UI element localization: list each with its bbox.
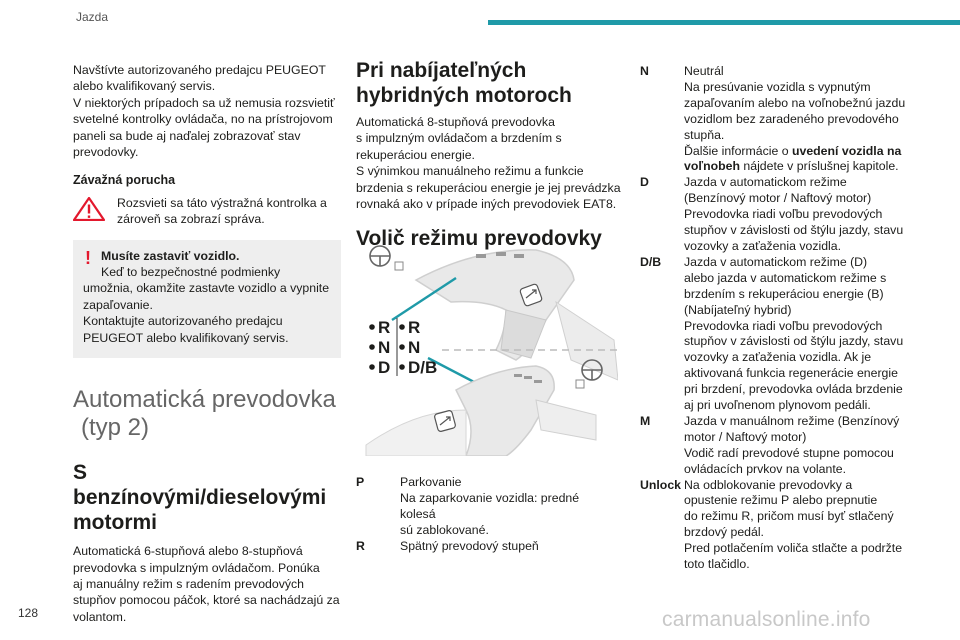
def-key-p: P — [356, 475, 365, 489]
gear-label-db-right: D/B — [408, 358, 438, 377]
text-line: V niektorých prípadoch sa už nemusia rozsvietiť — [73, 95, 335, 110]
running-header: Jazda — [76, 10, 109, 24]
text-line: aj manuálny režim s radením prevodových — [73, 576, 305, 591]
def-value-m: Jazda v manuálnom režime (Benzínový motor / Naftový motor) Vodič radí prevodové stupne pomocou ovládacích prvkov na volante. — [684, 413, 900, 476]
gear-definitions-p-r — [356, 474, 618, 554]
notice-line: Keď to bezpečnostné podmienky — [101, 265, 281, 280]
gear-label-n-left: N — [378, 338, 391, 357]
text-line: Automatická 8-stupňová prevodovka — [356, 115, 555, 129]
subsection-body — [73, 543, 341, 625]
notice-title: Musíte zastaviť vozidlo. — [101, 248, 240, 263]
column-3 — [640, 64, 910, 573]
warning-triangle-icon — [73, 197, 105, 221]
gear-label-r-right: R — [408, 318, 421, 337]
text-line: stupňov pomocou páčok, ktoré sa nachádzajú za — [73, 593, 340, 608]
def-key-r: R — [356, 539, 365, 553]
text-line: svetelné kontrolky ovládača, no na prístrojovom — [73, 112, 333, 127]
serious-fault-heading: Závažná porucha — [73, 173, 176, 188]
def-value-r: Spätný prevodový stupeň — [400, 539, 539, 553]
notice-line: Kontaktujte autorizovaného predajcu — [83, 314, 283, 329]
gear-selector-illustration — [356, 240, 618, 456]
text-line: Automatická 6-stupňová alebo 8-stupňová — [73, 544, 303, 559]
text-line: prevodovky. — [73, 145, 139, 160]
notice-line: zapaľovanie. — [83, 297, 153, 312]
hybrid-title: Pri nabíjateľných hybridných motoroch — [356, 59, 572, 107]
warning-text: Rozsvieti sa táto výstražná kontrolka a — [117, 195, 327, 210]
def-key-m: M — [640, 413, 651, 428]
def-key-n: N — [640, 64, 649, 78]
warning-item — [73, 195, 341, 228]
gear-label-n-right: N — [408, 338, 421, 357]
text-line: alebo kvalifikovaný servis. — [73, 79, 216, 94]
page-number: 128 — [18, 606, 39, 620]
def-key-unlock: Unlock — [640, 477, 681, 492]
notice-line: PEUGEOT alebo kvalifikovaný servis. — [83, 330, 289, 345]
text-line: brzdenia s rekuperáciou energie je jej prevádzka — [356, 180, 621, 195]
text-line: paneli sa bude aj naďalej zobrazovať stav — [73, 128, 301, 143]
steering-wheel-icon — [370, 246, 390, 266]
column-1 — [73, 62, 341, 625]
unlock-button-icon — [434, 410, 456, 432]
hybrid-body — [356, 114, 624, 212]
corner-indicator-icon — [576, 380, 584, 388]
gear-labels — [369, 318, 437, 377]
text-line: Navštívte autorizovaného predajcu PEUGEOT — [73, 63, 326, 77]
gear-label-d-left: D — [378, 358, 391, 377]
stop-notice-box — [73, 240, 341, 358]
text-line: prevodovka s impulzným ovládačom. Ponúka — [73, 560, 320, 575]
text-line: s impulzným ovládačom a brzdením s — [356, 131, 562, 146]
warning-text: zároveň sa zobrazí správa. — [117, 212, 265, 227]
def-value-unlock: Na odblokovanie prevodovky a opustenie režimu P alebo prepnutie do režimu R, pričom musí byť stlačený brzdový pedál. Pred potlačením voliča stlačte a podržte toto tlačidlo. — [684, 477, 903, 572]
column-2 — [356, 58, 624, 259]
text-line: rekuperáciou energie. — [356, 147, 475, 162]
text-line: S výnimkou manuálneho režimu a funkcie — [356, 164, 584, 179]
selector-title: Volič režimu prevodovky — [356, 227, 602, 251]
watermark: carmanualsonline.info — [662, 608, 871, 631]
section-title: Automatická prevodovka (typ 2) — [73, 386, 336, 442]
exclamation-icon: ! — [85, 247, 91, 268]
def-value-d: Jazda v automatickom režime (Benzínový motor / Naftový motor) Prevodovka riadi voľbu prevodových stupňov v závislosti od štýlu jazdy, stavu vozovky a zaťaženia vozidla. — [684, 175, 904, 253]
subsection-title: S benzínovými/dieselovými motormi — [73, 461, 327, 535]
def-key-d: D — [640, 175, 649, 190]
corner-indicator-icon — [395, 262, 403, 270]
def-value-n: Neutrál Na presúvanie vozidla s vypnutým zapaľovaním alebo na voľnobežnú jazdu vozidlom bez zaradeného prevodového stupňa. Ďalšie informácie o uvedení vozidla na voľnobeh nájdete v príslušnej kapitole. — [684, 64, 906, 174]
header-accent-bar — [488, 20, 960, 25]
text-line: volantom. — [73, 609, 127, 624]
def-value-db: Jazda v automatickom režime (D) alebo jazda v automatickom režime s brzdením s rekuperáciou energie (B) (Nabíjateľný hybrid) Prevodovka riadi voľbu prevodových stupňov v závislosti od štýlu jazdy, stavu vozovky a zaťaženia vozidla. Ak je aktivovaná funkcia regenerácie energie pri brzdení, prevodovka ovláda brzdenie aj pri uvoľnenom plynovom pedáli. — [684, 254, 904, 413]
intro-paragraph — [73, 62, 341, 160]
text-line: rovnaká ako v prípade iných prevodoviek EAT8. — [356, 197, 617, 212]
lower-lever-drawing — [366, 366, 596, 456]
def-value-p: Parkovanie Na zaparkovanie vozidla: predné kolesá sú zablokované. — [400, 475, 580, 537]
notice-line: umožnia, okamžite zastavte vozidlo a vypnite — [83, 281, 330, 296]
gear-label-r-left: R — [378, 318, 391, 337]
def-key-db: D/B — [640, 254, 662, 269]
